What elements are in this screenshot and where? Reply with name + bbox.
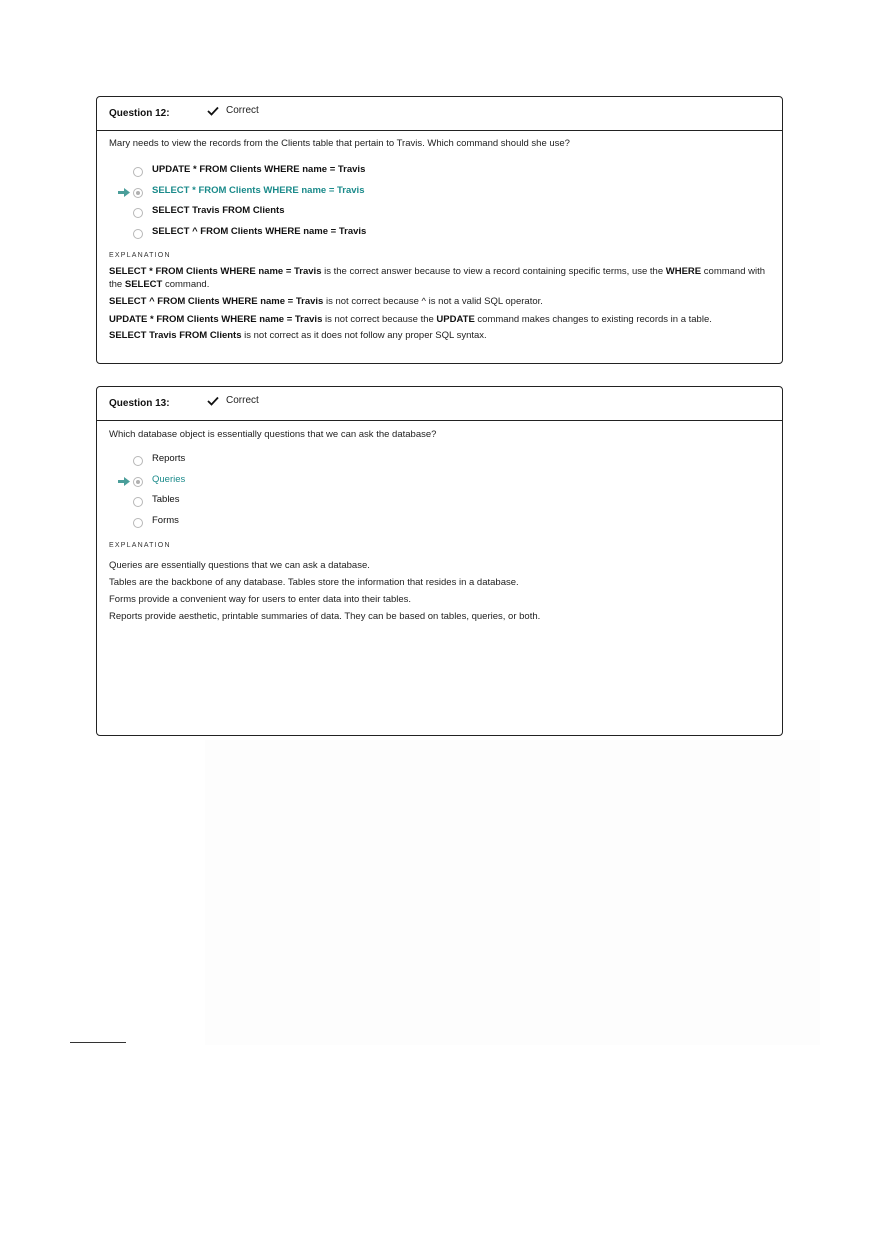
option-label: Tables	[152, 494, 180, 505]
question-header	[97, 387, 782, 421]
check-icon	[207, 106, 219, 116]
radio-button-selected[interactable]	[133, 188, 143, 198]
option-label: SELECT * FROM Clients WHERE name = Travis	[152, 184, 365, 196]
explanation-line	[109, 266, 774, 291]
page-background-panel	[205, 740, 820, 1045]
explanation-term: UPDATE * FROM Clients WHERE name = Travis	[109, 313, 323, 325]
explanation-text: command makes changes to existing records in a table.	[474, 313, 712, 325]
explanation-line: Queries are essentially questions that we can ask a database.	[109, 560, 370, 571]
option-label: UPDATE * FROM Clients WHERE name = Travis	[152, 164, 366, 175]
explanation-term: UPDATE	[436, 313, 475, 325]
explanation-line	[109, 296, 774, 309]
footer-rule	[70, 1042, 126, 1043]
status-label: Correct	[226, 395, 259, 406]
radio-button[interactable]	[133, 167, 143, 177]
status-indicator	[207, 395, 259, 406]
option-label: SELECT ^ FROM Clients WHERE name = Travis	[152, 225, 367, 237]
option-label: Forms	[152, 514, 179, 526]
question-title: Question 13:	[109, 398, 170, 409]
explanation-text: is not correct because ^ is not a valid SQL operator.	[323, 296, 543, 307]
explanation-term: SELECT	[124, 278, 163, 290]
radio-button[interactable]	[133, 208, 143, 218]
explanation-term: SELECT ^ FROM Clients WHERE name = Travis	[109, 296, 324, 307]
explanation-heading: EXPLANATION	[109, 252, 171, 259]
option-label: Queries	[152, 473, 186, 485]
explanation-line: Forms provide a convenient way for users to enter data into their tables.	[109, 594, 412, 605]
arrow-right-icon	[118, 188, 130, 197]
question-prompt: Which database object is essentially questions that we can ask the database?	[109, 429, 437, 440]
arrow-right-icon	[118, 477, 130, 486]
explanation-text: is the correct answer because to view a record containing specific terms, use the	[321, 266, 666, 277]
explanation-text: is not correct because the	[322, 313, 437, 325]
explanation-line: Tables are the backbone of any database. Tables store the information that resides in a database.	[109, 577, 519, 588]
explanation-body	[109, 266, 774, 343]
status-indicator	[207, 105, 259, 116]
explanation-body	[109, 557, 774, 625]
radio-button-selected[interactable]	[133, 477, 143, 487]
option-label: Reports	[152, 453, 186, 464]
radio-button[interactable]	[133, 518, 143, 528]
explanation-term: WHERE	[665, 266, 702, 277]
explanation-text: command.	[162, 278, 210, 290]
explanation-line: Reports provide aesthetic, printable summaries of data. They can be based on tables, queries, or both.	[109, 611, 541, 622]
radio-button[interactable]	[133, 497, 143, 507]
explanation-heading: EXPLANATION	[109, 542, 171, 549]
option-label: SELECT Travis FROM Clients	[152, 205, 285, 216]
question-header	[97, 97, 782, 131]
check-icon	[207, 396, 219, 406]
explanation-term: SELECT * FROM Clients WHERE name = Travis	[109, 266, 322, 277]
explanation-text: is not correct as it does not follow any proper SQL syntax.	[241, 330, 487, 341]
radio-button[interactable]	[133, 229, 143, 239]
explanation-text: command with the	[109, 266, 766, 290]
status-label: Correct	[226, 105, 259, 116]
explanation-line	[109, 330, 774, 343]
question-prompt: Mary needs to view the records from the Clients table that pertain to Travis. Which command should she use?	[109, 138, 570, 149]
explanation-line	[109, 314, 774, 327]
radio-button[interactable]	[133, 456, 143, 466]
explanation-term: SELECT Travis FROM Clients	[109, 330, 242, 341]
question-card-12	[96, 96, 783, 364]
question-title: Question 12:	[109, 108, 170, 119]
question-card-13	[96, 386, 783, 736]
